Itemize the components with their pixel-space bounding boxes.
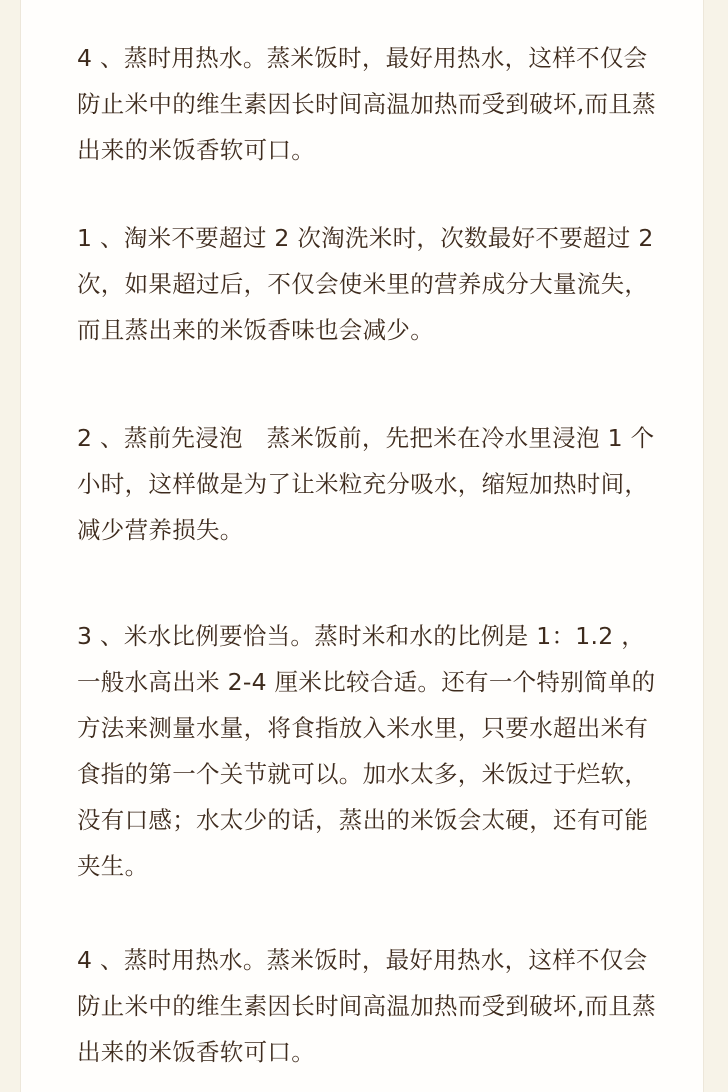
paragraph-tip-3-ratio: 3 、米水比例要恰当。蒸时米和水的比例是 1：1.2 ，一般水高出米 2-4 厘米比较合适。还有一个特别简单的方法来测量水量，将食指放入米水里，只要水超出米有食指的第一个关节就可以。加水太多，米饭过于烂软，没有口感；水太少的话，蒸出的米饭会太硬，还有可能夹生。 [77, 622, 656, 880]
paragraph-tip-2-soak: 2 、蒸前先浸泡 蒸米饭前，先把米在冷水里浸泡 1 个小时，这样做是为了让米粒充分吸水，缩短加热时间，减少营养损失。 [77, 424, 655, 544]
article-page [20, 0, 704, 1092]
paragraph-tip-4-hot-water: 4 、蒸时用热水。蒸米饭时，最好用热水，这样不仅会防止米中的维生素因长时间高温加热而受到破坏,而且蒸出来的米饭香软可口。 [77, 44, 656, 164]
paragraph-tip-4-hot-water-repeat: 4 、蒸时用热水。蒸米饭时，最好用热水，这样不仅会防止米中的维生素因长时间高温加热而受到破坏,而且蒸出来的米饭香软可口。 [77, 946, 656, 1066]
paragraph-tip-1-rinse: 1 、淘米不要超过 2 次淘洗米时，次数最好不要超过 2 次，如果超过后，不仅会使米里的营养成分大量流失，而且蒸出来的米饭香味也会减少。 [77, 224, 654, 344]
